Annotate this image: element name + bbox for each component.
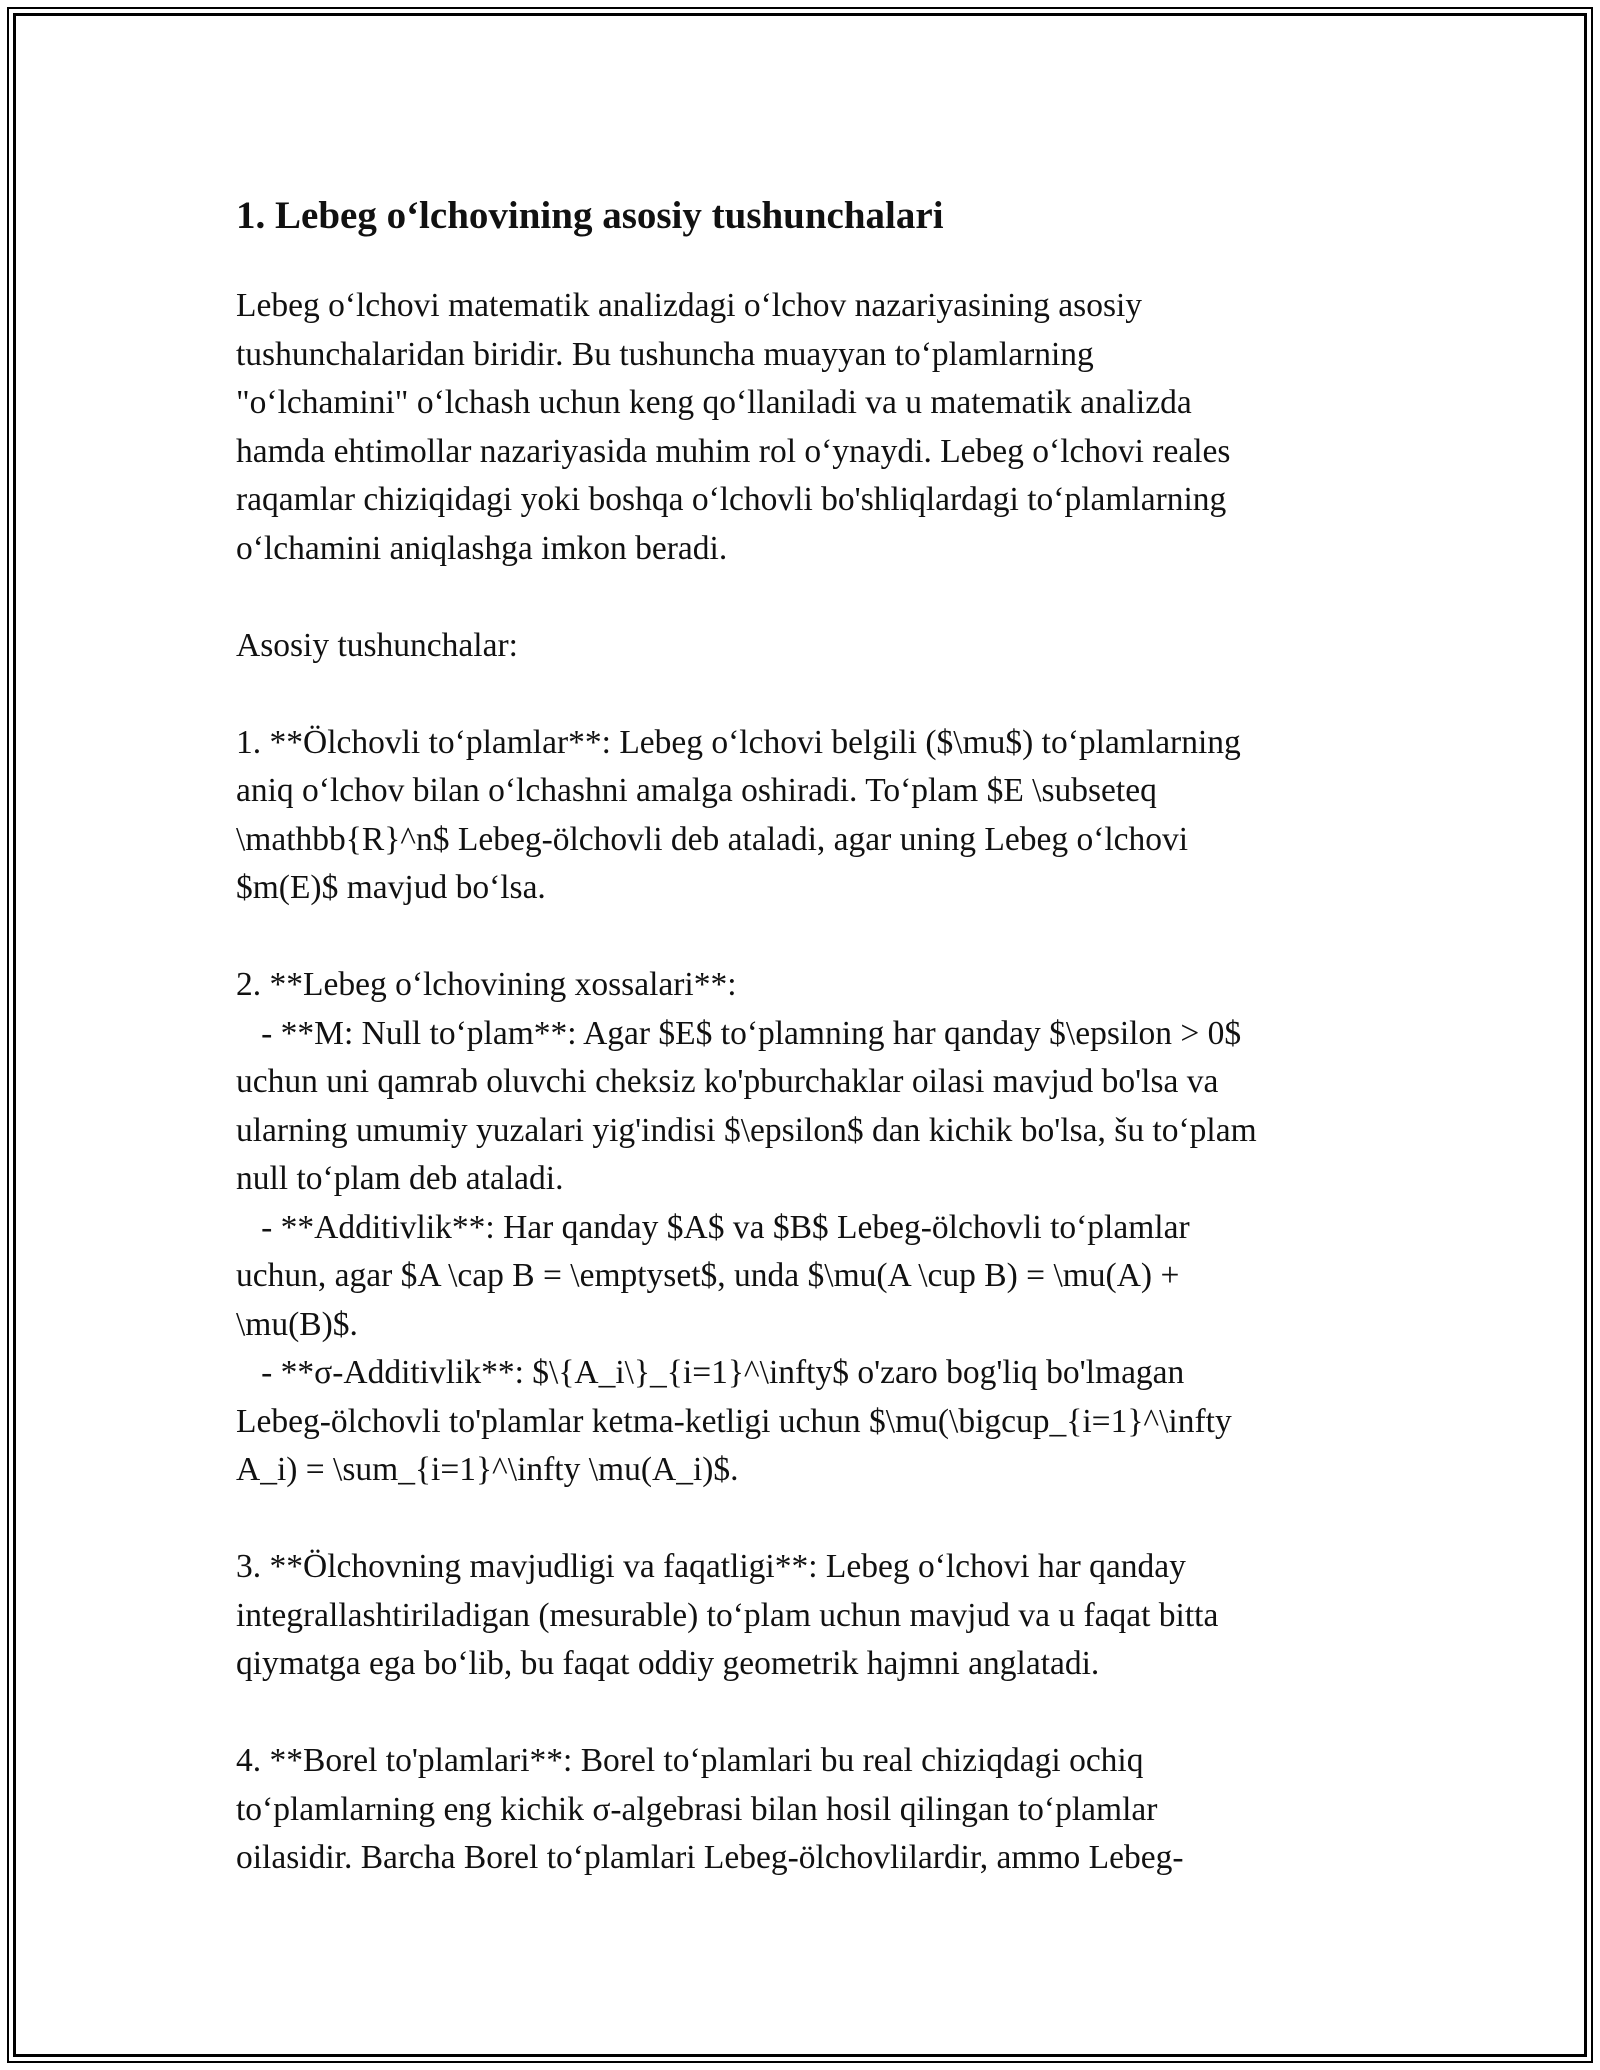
text-line: "o‘lchamini" o‘lchash uchun keng qo‘llaniladi va u matematik analizda xyxy=(236,384,1192,421)
section-heading: 1. Lebeg o‘lchovining asosiy tushunchalari xyxy=(236,194,944,237)
list-item-2-line: - **M: Null to‘plam**: Agar $E$ to‘plamning har qanday $\epsilon > 0$ xyxy=(236,1014,1242,1052)
blank-line xyxy=(236,913,1376,962)
list-item-1-line: \mathbb{R}^n$ Lebeg-ölchovli deb ataladi, agar uning Lebeg o‘lchovi xyxy=(236,820,1189,858)
list-item-2-line: uchun, agar $A \cap B = \emptyset$, unda $\mu(A \cup B) = \mu(A) + xyxy=(236,1257,1180,1294)
list-item-2-line: - **Additivlik**: Har qanday $A$ va $B$ Lebeg-ölchovli to‘plamlar xyxy=(236,1208,1190,1246)
section-label: Asosiy tushunchalar: xyxy=(236,626,518,664)
list-item-1-line: $m(E)$ mavjud bo‘lsa. xyxy=(236,869,546,906)
text-line: raqamlar chiziqidagi yoki boshqa o‘lchovli bo'shliqlardagi to‘plamlarning xyxy=(236,481,1227,518)
text-line: hamda ehtimollar nazariyasida muhim rol o‘ynaydi. Lebeg o‘lchovi reales xyxy=(236,432,1231,470)
text-line: tushunchalaridan biridir. Bu tushuncha muayyan to‘plamlarning xyxy=(236,335,1094,373)
list-item-2-line: Lebeg-ölchovli to'plamlar ketma-ketligi uchun $\mu(\bigcup_{i=1}^\infty xyxy=(236,1402,1232,1440)
blank-line xyxy=(236,1495,1376,1544)
blank-line xyxy=(236,670,1376,719)
list-item-3-line: integrallashtiriladigan (mesurable) to‘plam uchun mavjud va u faqat bitta xyxy=(236,1596,1219,1634)
list-item-2-line: uchun uni qamrab oluvchi cheksiz ko'pburchaklar oilasi mavjud bo'lsa va xyxy=(236,1063,1219,1100)
blank-line xyxy=(236,573,1376,622)
intro-paragraph xyxy=(236,282,1376,1883)
list-item-3-line: qiymatga ega bo‘lib, bu faqat oddiy geometrik hajmni anglatadi. xyxy=(236,1645,1100,1682)
list-item-4-line: 4. **Borel to'plamlari**: Borel to‘plamlari bu real chiziqdagi ochiq xyxy=(236,1742,1144,1779)
list-item-3-line: 3. **Ölchovning mavjudligi va faqatligi**: Lebeg o‘lchovi har qanday xyxy=(236,1548,1186,1585)
list-item-1-line: aniq o‘lchov bilan o‘lchashni amalga oshiradi. To‘plam $E \subseteq xyxy=(236,772,1157,809)
text-line: Lebeg o‘lchovi matematik analizdagi o‘lchov nazariyasining asosiy xyxy=(236,287,1143,324)
list-item-4-line: to‘plamlarning eng kichik σ-algebrasi bilan hosil qilingan to‘plamlar xyxy=(236,1790,1158,1828)
list-item-1-line: 1. **Ölchovli to‘plamlar**: Lebeg o‘lchovi belgili ($\mu$) to‘plamlarning xyxy=(236,723,1241,761)
list-item-2-line: 2. **Lebeg o‘lchovining xossalari**: xyxy=(236,966,737,1003)
list-item-2-line: \mu(B)$. xyxy=(236,1305,358,1343)
blank-line xyxy=(236,1689,1376,1738)
document-body xyxy=(236,188,1376,1883)
list-item-2-line: ularning umumiy yuzalari yig'indisi $\epsilon$ dan kichik bo'lsa, šu to‘plam xyxy=(236,1111,1257,1149)
text-line: o‘lchamini aniqlashga imkon beradi. xyxy=(236,529,728,567)
list-item-2-line: - **σ-Additivlik**: $\{A_i\}_{i=1}^\infty$ o'zaro bog'liq bo'lmagan xyxy=(236,1354,1185,1391)
list-item-4-line: oilasidir. Barcha Borel to‘plamlari Lebeg-ölchovlilardir, ammo Lebeg- xyxy=(236,1839,1184,1876)
list-item-2-line: A_i) = \sum_{i=1}^\infty \mu(A_i)$. xyxy=(236,1451,739,1488)
list-item-2-line: null to‘plam deb ataladi. xyxy=(236,1160,564,1197)
